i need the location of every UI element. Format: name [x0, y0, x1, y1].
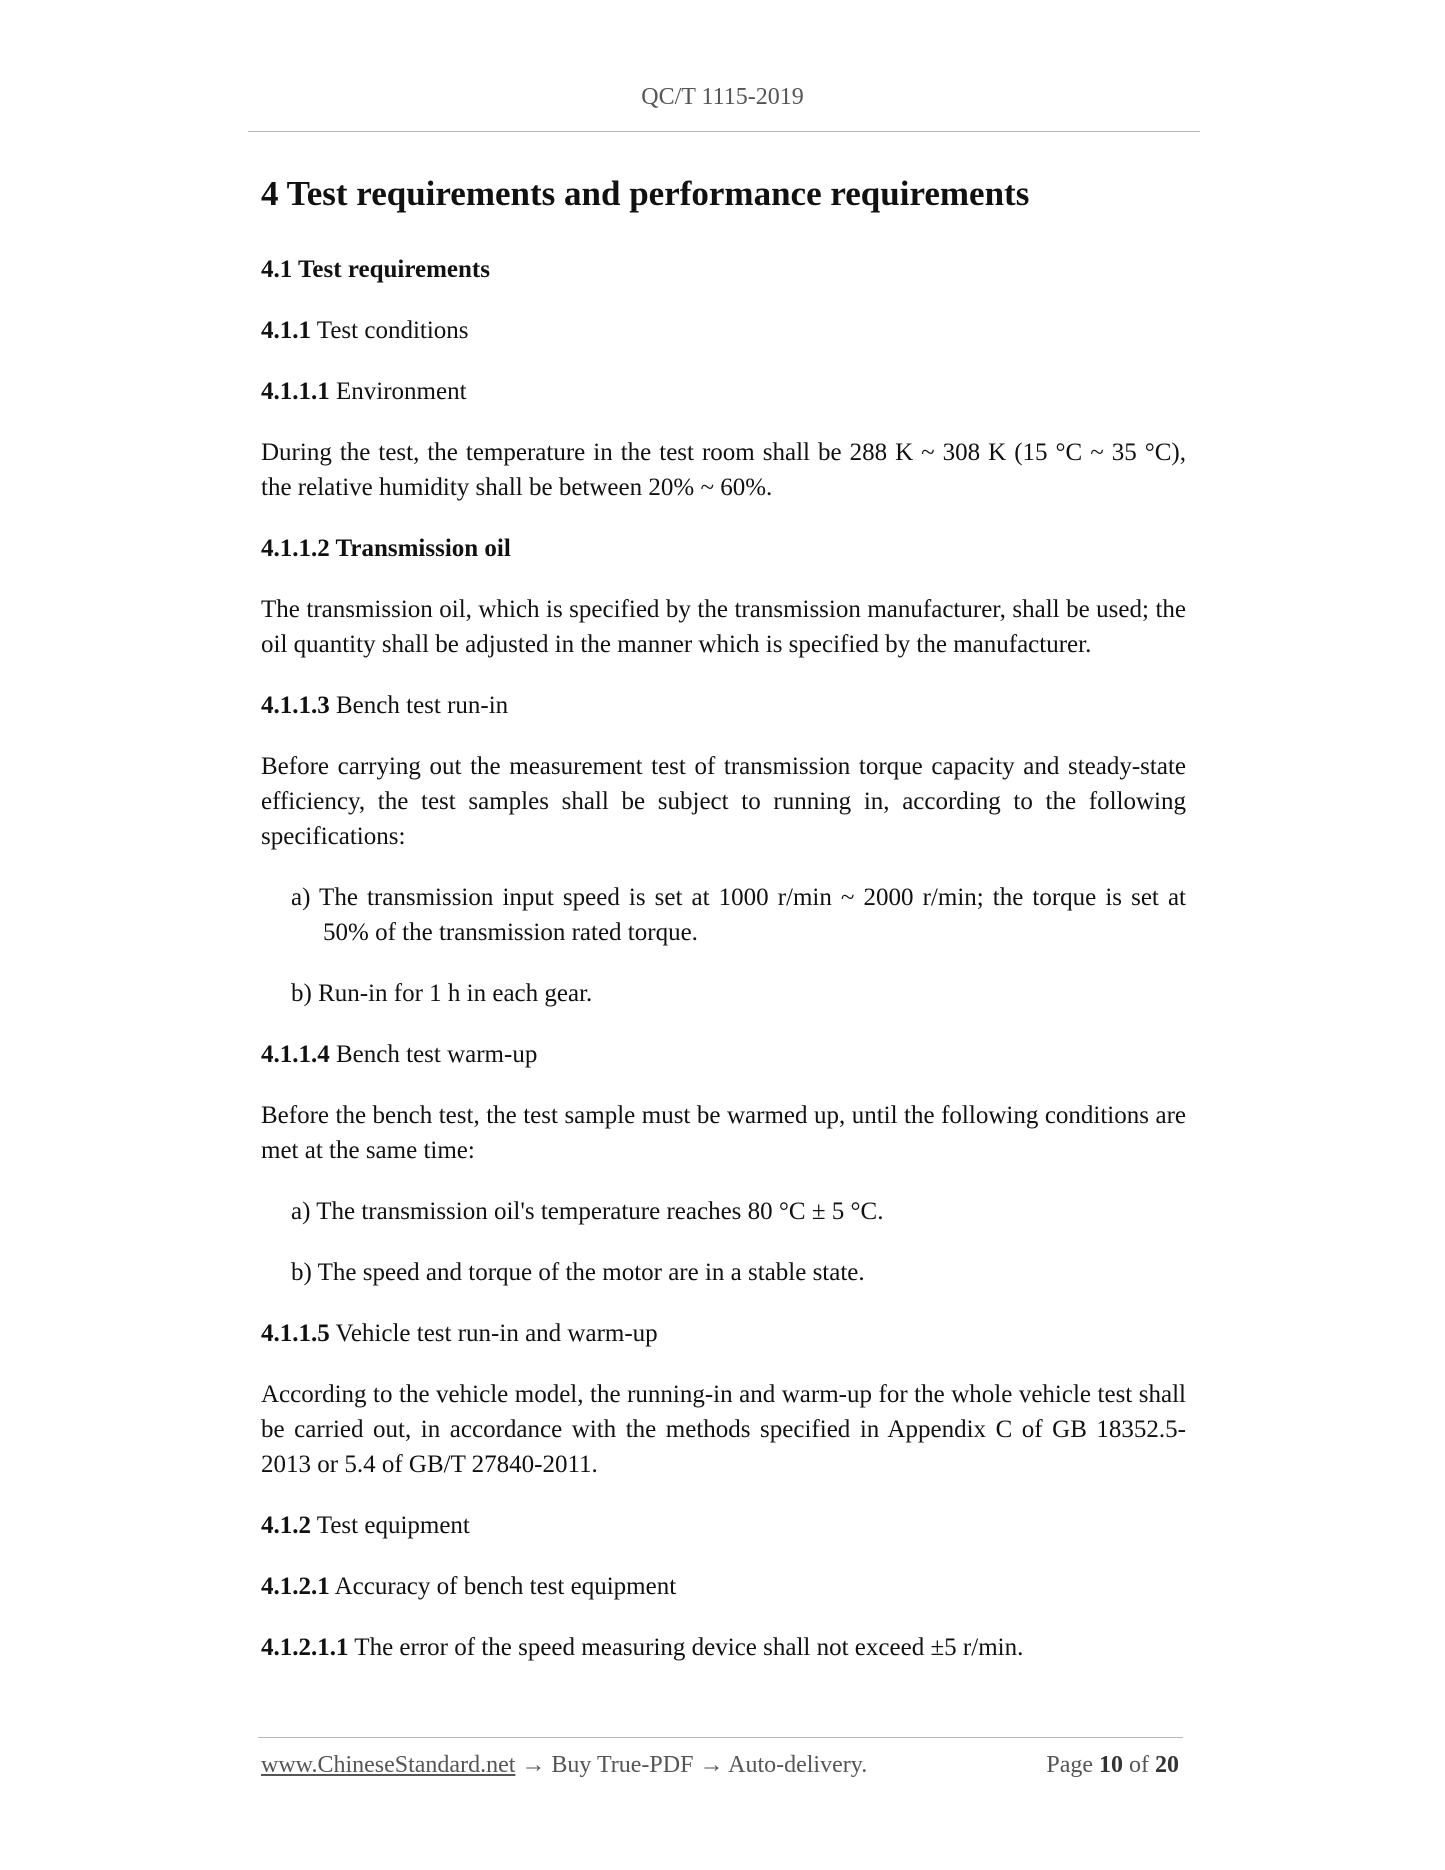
footer-divider — [258, 1737, 1183, 1738]
section-number: 4.1.1.3 — [261, 692, 330, 719]
site-link[interactable]: www.ChineseStandard.net — [261, 1752, 516, 1778]
section-number: 4.1.2 — [261, 1512, 311, 1539]
section-number: 4.1.1.4 — [261, 1041, 330, 1068]
page-number: 10 — [1099, 1752, 1123, 1778]
section-4-1-1-heading — [261, 313, 1186, 348]
section-4-1-2-heading — [261, 1508, 1186, 1543]
section-title: Test conditions — [311, 317, 469, 344]
section-title: Bench test warm-up — [329, 1041, 538, 1068]
section-4-1-1-1-heading — [261, 374, 1186, 409]
vehicle-test-paragraph: According to the vehicle model, the running-in and warm-up for the whole vehicle test shall be carried out, in accordance with the methods specified in Appendix C of GB 18352.5-2013 or 5.4 of GB/T 27840-2011. — [261, 1381, 1186, 1478]
warm-up-paragraph: Before the bench test, the test sample must be warmed up, until the following conditions are met at the same time: — [261, 1102, 1186, 1164]
section-number: 4.1.1 — [261, 317, 311, 344]
section-number: 4.1.1.1 — [261, 378, 330, 405]
section-4-1-1-3-heading — [261, 688, 1186, 723]
section-number: 4.1.2.1.1 — [261, 1634, 349, 1661]
transmission-oil-paragraph: The transmission oil, which is specified by the transmission manufacturer, shall be used; the oil quantity shall be adjusted in the manner which is specified by the manufacturer. — [261, 596, 1186, 658]
section-4-1-1-4-heading — [261, 1037, 1186, 1072]
header-divider — [248, 131, 1200, 132]
section-4-1-2-1-heading — [261, 1569, 1186, 1604]
list-item: b) The speed and torque of the motor are in a stable state. — [291, 1259, 865, 1286]
section-4-1-2-1-1-paragraph — [261, 1630, 1186, 1665]
section-4-1-heading: 4.1 Test requirements — [261, 256, 490, 283]
section-text: The error of the speed measuring device shall not exceed ±5 r/min. — [348, 1634, 1024, 1661]
section-4-1-1-5-heading — [261, 1316, 1186, 1351]
footer-promo — [261, 1752, 867, 1779]
section-number: 4.1.1.5 — [261, 1320, 330, 1347]
chapter-title: 4 Test requirements and performance requirements — [261, 174, 1030, 213]
section-title: Test equipment — [311, 1512, 470, 1539]
list-item: a) The transmission oil's temperature reaches 80 °C ± 5 °C. — [291, 1198, 884, 1225]
list-item: a) The transmission input speed is set at 1000 r/min ~ 2000 r/min; the torque is set at 50% of the transmission rated torque. — [291, 884, 1186, 946]
promo-text: → Buy True-PDF → Auto-delivery. — [515, 1752, 868, 1778]
environment-paragraph: During the test, the temperature in the test room shall be 288 K ~ 308 K (15 °C ~ 35 °C), the relative humidity shall be between 20% ~ 60%. — [261, 439, 1186, 501]
section-number: 4.1.2.1 — [261, 1573, 330, 1600]
running-header: QC/T 1115-2019 — [641, 84, 804, 110]
page-total: 20 — [1155, 1752, 1179, 1778]
of-label: of — [1123, 1752, 1155, 1778]
section-4-1-1-2-heading: 4.1.1.2 Transmission oil — [261, 535, 511, 562]
page-body — [261, 170, 1186, 1691]
list-item: b) Run-in for 1 h in each gear. — [291, 980, 593, 1007]
section-title: Accuracy of bench test equipment — [329, 1573, 677, 1600]
section-title: Bench test run-in — [329, 692, 509, 719]
run-in-paragraph: Before carrying out the measurement test of transmission torque capacity and steady-state efficiency, the test samples shall be subject to running in, according to the following specifications: — [261, 753, 1186, 850]
page-indicator — [1046, 1752, 1179, 1779]
page-label: Page — [1046, 1752, 1099, 1778]
section-title: Vehicle test run-in and warm-up — [329, 1320, 658, 1347]
section-title: Environment — [329, 378, 467, 405]
